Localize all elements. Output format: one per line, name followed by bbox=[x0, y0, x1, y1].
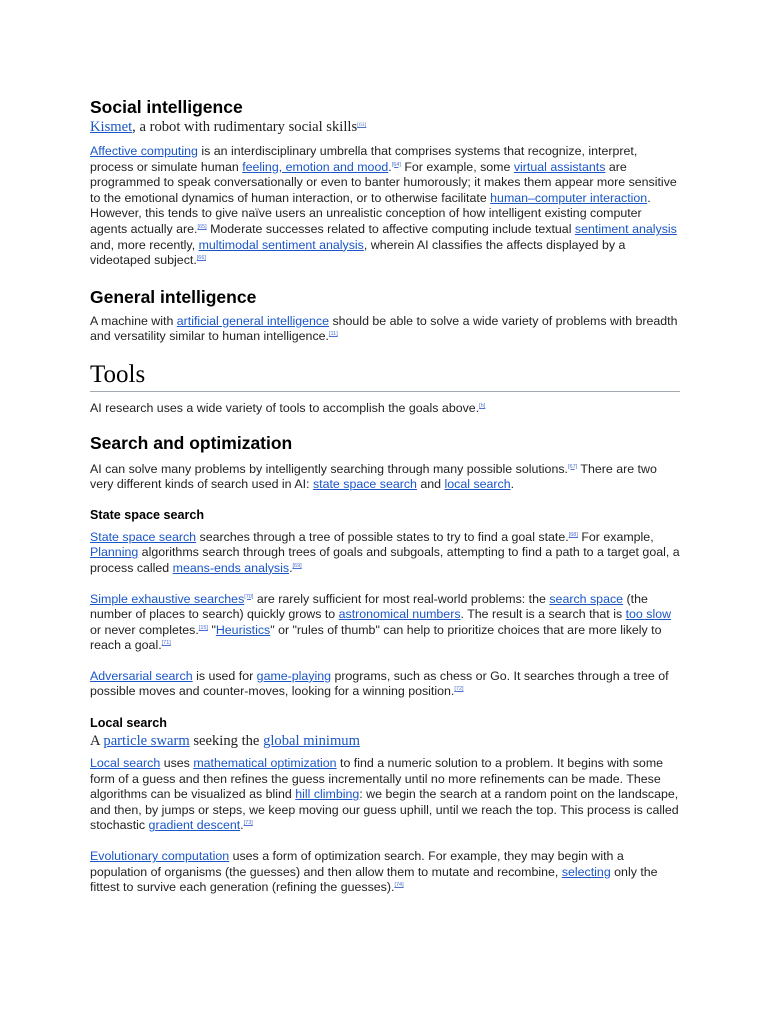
link-means-ends-analysis[interactable]: means-ends analysis bbox=[172, 560, 290, 575]
heading-local-search: Local search bbox=[90, 716, 168, 731]
link-local-search[interactable]: local search bbox=[444, 477, 511, 492]
paragraph-exhaustive-search: Simple exhaustive searches[70] are rarely sufficient for most real-world problems: the search space (the number of places to search) quickly grows to astronomical numbers. The result is a search that is too slow or never completes.[15] "Heuristics" or "rules of thumb" can help to prioritize choices that are more likely to reach a goal.[71] bbox=[90, 591, 672, 653]
citation-73[interactable]: [73] bbox=[243, 820, 253, 827]
link-selecting[interactable]: selecting bbox=[561, 864, 611, 879]
link-state-space-search[interactable]: state space search bbox=[312, 477, 417, 492]
link-game-playing[interactable]: game-playing bbox=[256, 668, 332, 683]
link-local-search-2[interactable]: Local search bbox=[90, 756, 161, 771]
link-hill-climbing[interactable]: hill climbing bbox=[295, 787, 360, 802]
citation-15[interactable]: [15] bbox=[198, 624, 208, 631]
citation-66[interactable]: [66] bbox=[196, 255, 206, 262]
citation-h[interactable]: [h] bbox=[479, 402, 486, 409]
figure-caption-kismet: Kismet, a robot with rudimentary social skills[63] bbox=[90, 119, 367, 135]
heading-general-intelligence: General intelligence bbox=[90, 286, 257, 307]
link-mathematical-optimization[interactable]: mathematical optimization bbox=[193, 756, 337, 771]
paragraph-evolutionary-computation: Evolutionary computation uses a form of optimization search. For example, they may begin with a population of organisms (the guesses) and then allow them to mutate and recombine, selecting only the fittest to survive each generation (refining the guesses).[74] bbox=[90, 849, 658, 895]
paragraph-tools: AI research uses a wide variety of tools to accomplish the goals above.[h] bbox=[90, 400, 486, 415]
heading-social-intelligence: Social intelligence bbox=[90, 97, 243, 117]
citation-70[interactable]: [70] bbox=[244, 593, 254, 600]
citation-63[interactable]: [63] bbox=[357, 122, 367, 128]
link-artificial-general-intelligence[interactable]: artificial general intelligence bbox=[176, 313, 329, 328]
link-heuristics[interactable]: Heuristics bbox=[215, 622, 271, 637]
citation-69[interactable]: [69] bbox=[292, 562, 302, 569]
link-particle-swarm[interactable]: particle swarm bbox=[103, 733, 190, 750]
link-feeling-emotion-mood[interactable]: feeling, emotion and mood bbox=[242, 159, 389, 174]
link-evolutionary-computation[interactable]: Evolutionary computation bbox=[90, 849, 230, 864]
link-astronomical-numbers[interactable]: astronomical numbers bbox=[338, 607, 461, 622]
citation-65[interactable]: [65] bbox=[197, 223, 207, 230]
link-affective-computing[interactable]: Affective computing bbox=[90, 144, 198, 158]
paragraph-general-intelligence: A machine with artificial general intelligence should be able to solve a wide variety of problems with breadth and versatility similar to human intelligence.[11] bbox=[90, 313, 678, 344]
heading-state-space-search: State space search bbox=[90, 507, 205, 522]
paragraph-search: AI can solve many problems by intelligently searching through many possible solutions.[67] There are two very different kinds of search used in AI: state space search and local search. bbox=[90, 461, 657, 492]
paragraph-state-space: State space search searches through a tree of possible states to try to find a goal state.[68] For example, Planning algorithms search through trees of goals and subgoals, attempting to find a path to a target goal, a process called means-ends analysis.[69] bbox=[90, 529, 680, 575]
link-search-space[interactable]: search space bbox=[549, 591, 624, 606]
heading-search-optimization: Search and optimization bbox=[90, 432, 293, 453]
paragraph-affective-computing: Affective computing is an interdisciplinary umbrella that comprises systems that recognize, interpret, process or simulate human feeling, emotion and mood.[64] For example, some virtual assistants are programmed to speak conversationally or even to banter humorously; it makes them appear more sensitive to the emotional dynamics of human interaction, or to otherwise facilitate human–computer interaction. However, this tends to give naïve users an unrealistic conception of how intelligent existing computer agents actually are.[65] Moderate successes related to affective computing include textual sentiment analysis and, more recently, multimodal sentiment analysis, wherein AI classifies the affects displayed by a videotaped subject.[66] bbox=[90, 144, 677, 268]
link-kismet[interactable]: Kismet bbox=[90, 119, 133, 135]
citation-64[interactable]: [64] bbox=[391, 161, 401, 168]
citation-72[interactable]: [72] bbox=[454, 686, 464, 693]
citation-68[interactable]: [68] bbox=[568, 531, 578, 538]
link-multimodal-sentiment-analysis[interactable]: multimodal sentiment analysis bbox=[198, 237, 364, 252]
figure-caption-particle-swarm: A particle swarm seeking the global minimum bbox=[90, 733, 360, 750]
article-body bbox=[90, 96, 680, 896]
link-state-space-search-2[interactable]: State space search bbox=[90, 529, 197, 544]
paragraph-adversarial-search: Adversarial search is used for game-playing programs, such as chess or Go. It searches through a tree of possible moves and counter-moves, looking for a winning position.[72] bbox=[90, 668, 669, 699]
link-too-slow[interactable]: too slow bbox=[625, 607, 672, 622]
citation-71[interactable]: [71] bbox=[161, 640, 171, 647]
citation-11[interactable]: [11] bbox=[328, 331, 338, 338]
link-global-minimum[interactable]: global minimum bbox=[263, 733, 360, 750]
link-adversarial-search[interactable]: Adversarial search bbox=[90, 668, 193, 683]
link-gradient-descent[interactable]: gradient descent bbox=[148, 818, 241, 833]
link-human-computer-interaction[interactable]: human–computer interaction bbox=[490, 190, 648, 205]
link-planning[interactable]: Planning bbox=[90, 545, 139, 560]
link-simple-exhaustive-searches[interactable]: Simple exhaustive searches bbox=[90, 591, 245, 606]
link-virtual-assistants[interactable]: virtual assistants bbox=[513, 159, 606, 174]
link-sentiment-analysis[interactable]: sentiment analysis bbox=[574, 221, 677, 236]
citation-74[interactable]: [74] bbox=[394, 882, 404, 889]
citation-67[interactable]: [67] bbox=[567, 463, 578, 470]
paragraph-local-search: Local search uses mathematical optimization to find a numeric solution to a problem. It begins with some form of a guess and then refines the guess incrementally until no more refinements can be made. These algorithms can be visualized as blind hill climbing: we begin the search at a random point on the landscape, and then, by jumps or steps, we keep moving our guess uphill, until we reach the top. This process is called stochastic gradient descent.[73] bbox=[90, 756, 679, 833]
heading-tools: Tools bbox=[90, 360, 680, 392]
